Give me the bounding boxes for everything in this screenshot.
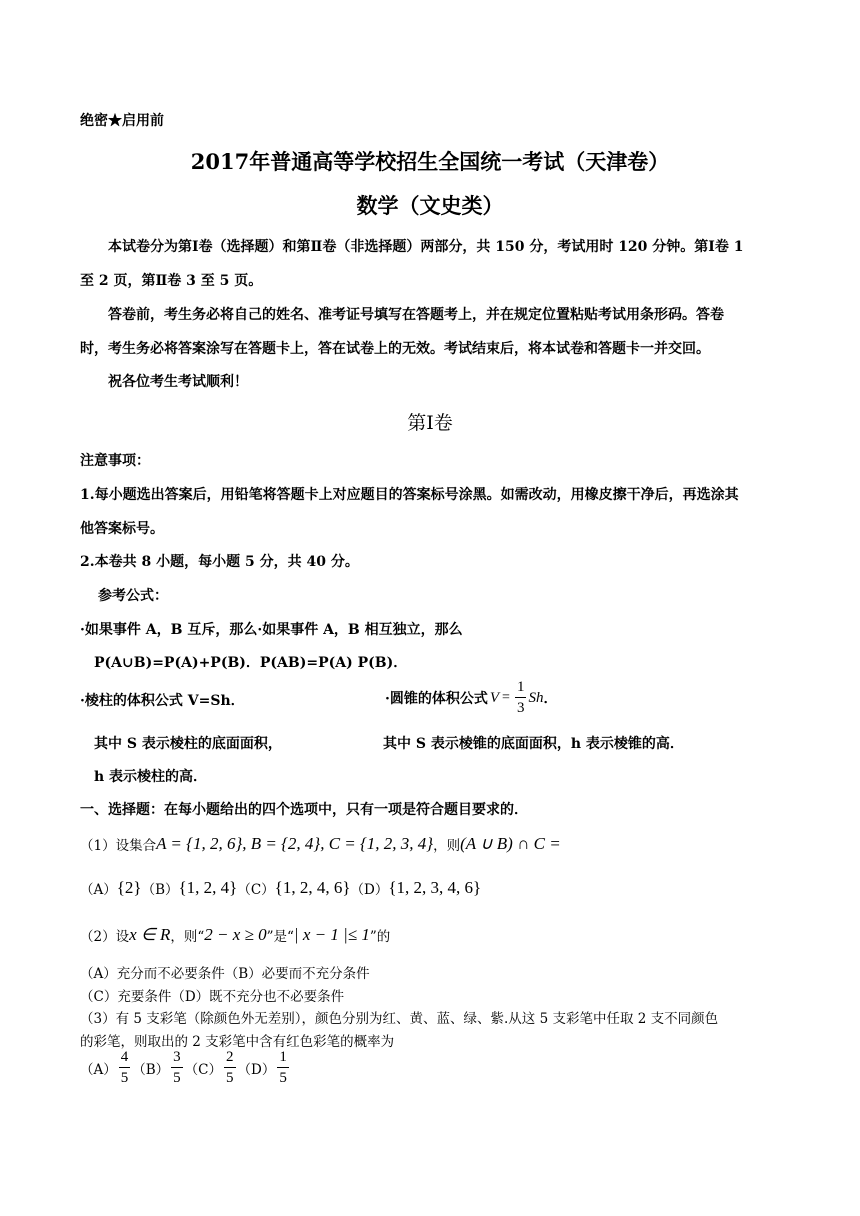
question-1-mid: ，则 xyxy=(433,838,461,854)
option-label: （B） xyxy=(141,882,179,898)
option-value: {1, 2, 3, 4, 6} xyxy=(388,878,482,897)
question-2-options-cd: （C）充要条件（D）既不充分也不必要条件 xyxy=(80,989,345,1005)
question-1 xyxy=(80,834,561,854)
cone-expression: V = $\frac{1}{3}$ Sh ． xyxy=(489,679,558,716)
cone-label: ·圆锥的体积公式 xyxy=(385,691,488,707)
question-1-options xyxy=(80,878,481,898)
option-fraction: $\frac{2}{5}$ xyxy=(226,1049,234,1086)
formula-prism-volume: ·棱柱的体积公式 V=Sh． xyxy=(80,693,245,709)
option-value: {1, 2, 4} xyxy=(178,878,238,897)
question-2-mid-1: ，则“ xyxy=(170,929,205,945)
option-fraction: $\frac{1}{5}$ xyxy=(279,1049,287,1086)
question-2 xyxy=(80,925,390,945)
notice-2: 2.本卷共 8 小题，每小题 5 分，共 40 分。 xyxy=(80,554,359,570)
intro-paragraph-2-line-1: 答卷前，考生务必将自己的姓名、准考证号填写在答题考上，并在规定位置粘贴考试用条形码。答卷 xyxy=(108,307,724,323)
notice-title: 注意事项： xyxy=(80,453,150,469)
question-1-prefix: （1）设集合 xyxy=(80,838,157,854)
cone-note: 其中 S 表示棱锥的底面面积，h 表示棱锥的高． xyxy=(383,736,684,752)
question-2-condition-1: 2 − x ≥ 0 xyxy=(204,925,267,944)
question-2-prefix: （2）设 xyxy=(80,929,130,945)
notice-1-line-2: 他答案标号。 xyxy=(80,521,164,537)
option-label: （A） xyxy=(80,1062,117,1078)
formula-cone-volume xyxy=(385,680,557,716)
part-1-heading: 第Ⅰ卷 xyxy=(407,412,453,434)
question-2-mid-2: ”是“ xyxy=(266,929,294,945)
intro-paragraph-3: 祝各位考生考试顺利！ xyxy=(108,374,248,390)
option-label: （D） xyxy=(237,1062,276,1078)
question-2-options-ab: （A）充分而不必要条件（B）必要而不充分条件 xyxy=(80,966,370,982)
question-1-sets: A = {1, 2, 6}, B = {2, 4}, C = {1, 2, 3, 4} xyxy=(156,834,434,853)
option-value: {1, 2, 4, 6} xyxy=(274,878,351,897)
question-3-line-2: 的彩笔，则取出的 2 支彩笔中含有红色彩笔的概率为 xyxy=(80,1034,395,1050)
option-value: {2} xyxy=(116,878,142,897)
intro-paragraph-1-line-1: 本试卷分为第Ⅰ卷（选择题）和第Ⅱ卷（非选择题）两部分，共 150 分，考试用时 120 分钟。第Ⅰ卷 1 xyxy=(108,239,744,255)
option-fraction: $\frac{3}{5}$ xyxy=(173,1049,181,1086)
reference-formulas-title: 参考公式： xyxy=(98,588,168,604)
exam-subtitle: 数学（文史类） xyxy=(356,193,504,218)
question-2-suffix: ”的 xyxy=(369,929,391,945)
formula-events-exclusive: ·如果事件 A，B 互斥，那么·如果事件 A，B 相互独立，那么 xyxy=(80,622,463,638)
question-1-expression: (A ∪ B) ∩ C = xyxy=(460,834,561,853)
option-label: （A） xyxy=(80,882,117,898)
question-3-line-1: （3）有 5 支彩笔（除颜色外无差别），颜色分别为红、黄、蓝、绿、紫.从这 5 支彩笔中任取 2 支不同颜色 xyxy=(80,1011,719,1027)
option-label: （B） xyxy=(132,1062,170,1078)
option-fraction: $\frac{4}{5}$ xyxy=(120,1049,129,1086)
question-3-options xyxy=(80,1050,291,1086)
secret-label: 绝密★启用前 xyxy=(80,113,164,129)
formula-probability: P(A∪B)=P(A)+P(B)．P(AB)=P(A) P(B)． xyxy=(94,655,408,671)
prism-note-1: 其中 S 表示棱柱的底面面积， xyxy=(94,736,282,752)
option-label: （C） xyxy=(237,882,275,898)
section-1-title: 一、选择题：在每小题给出的四个选项中，只有一项是符合题目要求的． xyxy=(80,802,528,818)
option-label: （C） xyxy=(184,1062,223,1078)
notice-1-line-1: 1.每小题选出答案后，用铅笔将答题卡上对应题目的答案标号涂黑。如需改动，用橡皮擦干净后，再选涂其 xyxy=(80,487,739,503)
intro-paragraph-2-line-2: 时，考生务必将答案涂写在答题卡上，答在试卷上的无效。考试结束后，将本试卷和答题卡一并交回。 xyxy=(80,341,710,357)
question-2-condition-2: | x − 1 |≤ 1 xyxy=(293,925,370,944)
intro-paragraph-1-line-2: 至 2 页，第Ⅱ卷 3 至 5 页。 xyxy=(80,273,263,289)
prism-note-2: h 表示棱柱的高． xyxy=(94,769,208,785)
question-2-domain: x ∈ R xyxy=(129,925,171,944)
exam-title: 2017年普通高等学校招生全国统一考试（天津卷） xyxy=(190,149,670,174)
option-label: （D） xyxy=(350,882,389,898)
